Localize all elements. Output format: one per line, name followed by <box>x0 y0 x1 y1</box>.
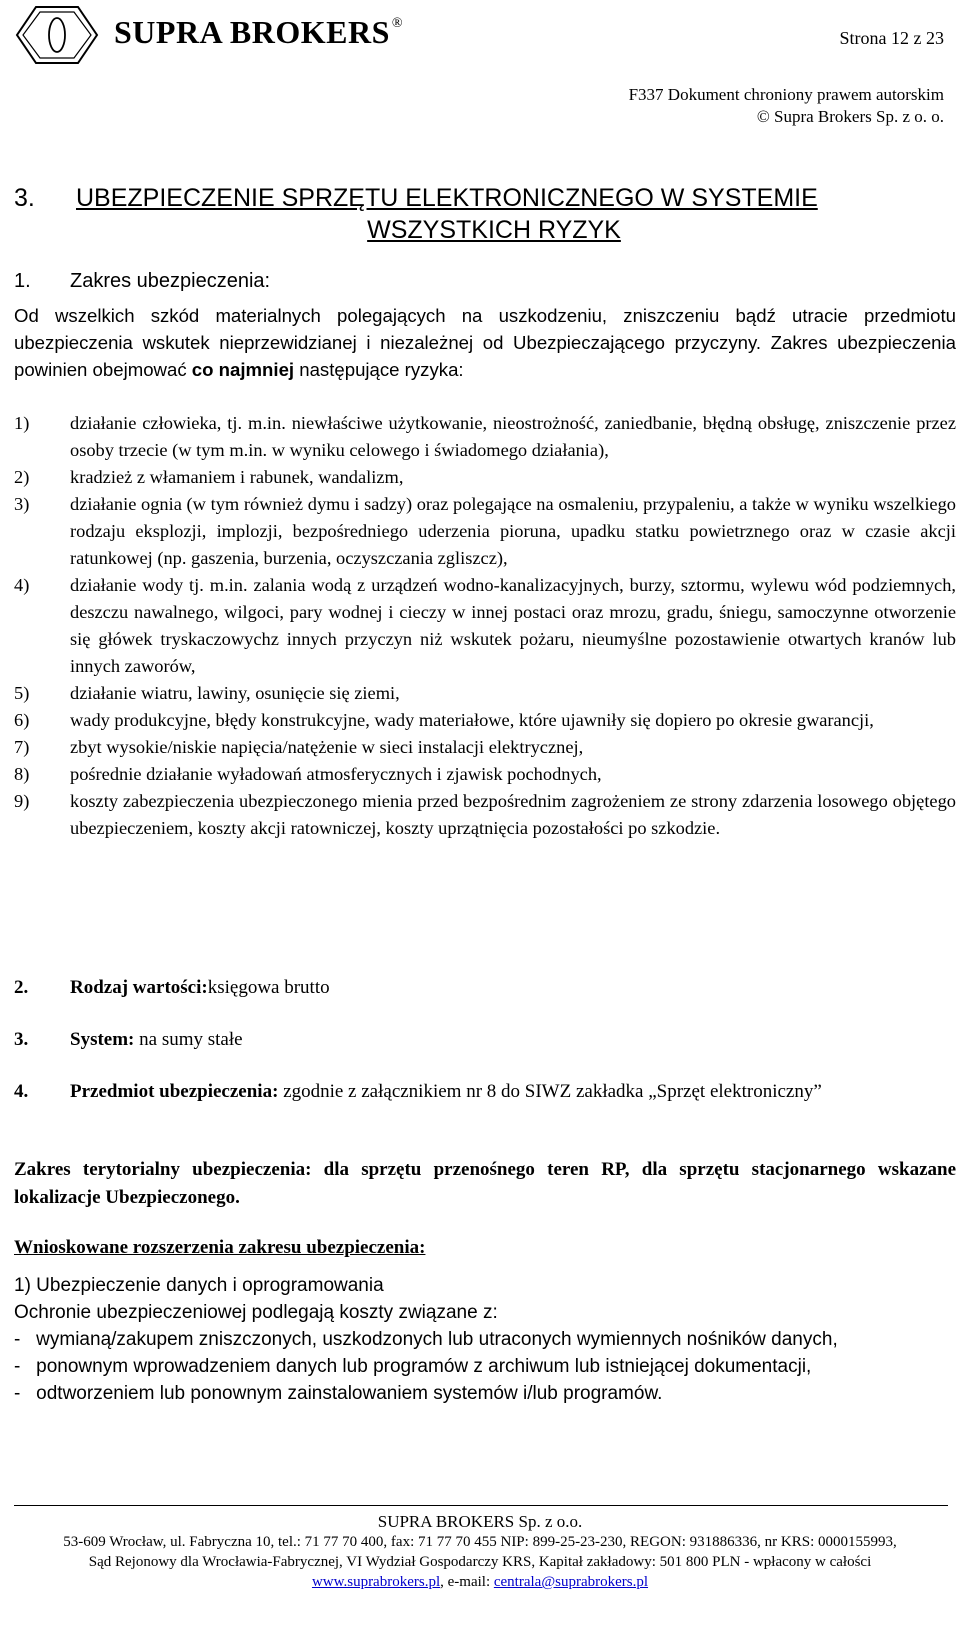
brand-name: SUPRA BROKERS ® <box>114 14 404 50</box>
risk-text: pośrednie działanie wyładowań atmosferycznych i zjawisk pochodnych, <box>70 764 602 784</box>
risk-item <box>14 707 956 734</box>
section-title-line1: UBEZPIECZENIE SPRZĘTU ELEKTRONICZNEGO W SYSTEMIE <box>76 184 818 212</box>
risk-text: wady produkcyjne, błędy konstrukcyjne, wady materiałowe, które ujawniły się dopiero po okresie gwarancji, <box>70 710 874 730</box>
footer-divider <box>14 1505 948 1506</box>
subject-line: 4. Przedmiot ubezpieczenia: zgodnie z załącznikiem nr 8 do SIWZ zakładka „Sprzęt elektroniczny” <box>14 1081 822 1102</box>
risk-number: 9) <box>14 791 30 811</box>
email-link[interactable]: centrala@suprabrokers.pl <box>493 1574 649 1590</box>
supra-brokers-logo-icon <box>14 4 100 66</box>
risk-number: 8) <box>14 764 30 784</box>
extension-bullet: - ponownym wprowadzeniem danych lub programów z archiwum lub istniejącej dokumentacji, <box>14 1356 812 1377</box>
risk-item <box>14 788 956 842</box>
risk-number: 6) <box>14 710 30 730</box>
copyright-line: © Supra Brokers Sp. z o. o. <box>756 107 944 126</box>
risk-item <box>14 464 956 491</box>
footer-court: Sąd Rejonowy dla Wrocławia-Fabrycznej, VI Wydział Gospodarczy KRS, Kapitał zakładowy: 501 800 PLN - wpłacony w całości <box>88 1554 872 1570</box>
section-title-line2: WSZYSTKICH RYZYK <box>367 216 621 244</box>
footer-address: 53-609 Wrocław, ul. Fabryczna 10, tel.: 71 77 70 400, fax: 71 77 70 455 NIP: 899-25-23-230, REGON: 931886336, nr KRS: 0000155993, <box>63 1534 897 1550</box>
extension-item-data: 1) Ubezpieczenie danych i oprogramowania <box>14 1275 384 1296</box>
section-number: 3. <box>14 184 35 212</box>
copyright-block <box>629 84 944 128</box>
extension-bullet: - odtworzeniem lub ponownym zainstalowaniem systemów i/lub programów. <box>14 1383 663 1404</box>
risk-text: działanie ognia (w tym również dymu i sadzy) oraz polegające na osmaleniu, przypaleniu, a także w wyniku wszelkiego rodzaju eksplozji, implozji, bezpośredniego uderzenia pioruna, upadku statku powietrznego oraz w czasie akcji ratunkowej (np. gaszenia, burzenia, oczyszczania zgliszcz), <box>70 494 956 568</box>
risk-text: koszty zabezpieczenia ubezpieczonego mienia przed bezpośrednim zagrożeniem ze strony zdarzenia losowego objętego ubezpieczeniem, koszty akcji ratowniczej, koszty uprzątnięcia pozostałości po szkodzie. <box>70 791 956 838</box>
risk-text: działanie człowieka, tj. m.in. niewłaściwe użytkowanie, nieostrożność, zaniedbanie, błędną obsługę, zniszczenie przez osoby trzecie (w tym m.in. w wyniku celowego i świadomego działania), <box>70 413 956 460</box>
footer-contacts: www.suprabrokers.pl, e-mail: centrala@suprabrokers.pl <box>311 1574 649 1590</box>
risk-text: zbyt wysokie/niskie napięcia/natężenie w sieci instalacji elektrycznej, <box>70 737 584 757</box>
extensions-heading: Wnioskowane rozszerzenia zakresu ubezpieczenia: <box>14 1237 426 1258</box>
page-number: Strona 12 z 23 <box>839 28 944 48</box>
risk-item <box>14 410 956 464</box>
risk-text: działanie wody tj. m.in. zalania wodą z urządzeń wodno-kanalizacyjnych, burzy, sztormu, wylewu wód podziemnych, deszczu nawalnego, wilgoci, pary wodnej i cieczy w innej postaci oraz mrozu, gradu, śniegu, samoczynne otworzenie się główek tryskaczowychz innych przyczyn niż wskutek pożaru, nieumyślne pozostawienie otwartych kranów lub innych zaworów, <box>70 575 956 676</box>
scope-heading: 1. Zakres ubezpieczenia: <box>14 270 271 292</box>
risk-item <box>14 680 956 707</box>
website-link[interactable]: www.suprabrokers.pl <box>311 1574 441 1590</box>
extension-bullet: - wymianą/zakupem zniszczonych, uszkodzonych lub utraconych wymiennych nośników danych, <box>14 1329 838 1350</box>
risk-number: 7) <box>14 737 30 757</box>
risk-item <box>14 572 956 680</box>
footer <box>0 1512 960 1592</box>
territory-scope: Zakres terytorialny ubezpieczenia: dla sprzętu przenośnego teren RP, dla sprzętu stacjonarnego wskazane lokalizacje Ubezpieczonego. <box>14 1159 956 1208</box>
doc-id: F337 Dokument chroniony prawem autorskim <box>628 85 944 104</box>
risk-number: 3) <box>14 494 30 514</box>
risk-item <box>14 734 956 761</box>
system-line: 3. System: na sumy stałe <box>14 1029 243 1050</box>
risk-text: działanie wiatru, lawiny, osunięcie się ziemi, <box>70 683 400 703</box>
risk-number: 2) <box>14 467 30 487</box>
risk-number: 5) <box>14 683 30 703</box>
risk-text: kradzież z włamaniem i rabunek, wandalizm, <box>70 467 404 487</box>
value-type-line: 2. Rodzaj wartości:księgowa brutto <box>14 977 330 998</box>
registered-mark: ® <box>391 16 404 31</box>
extensions-block <box>14 1272 956 1407</box>
scope-intro: Od wszelkich szkód materialnych polegających na uszkodzeniu, zniszczeniu bądź utracie przedmiotu ubezpieczenia wskutek nieprzewidzianej i niezależnej od Ubezpieczającego przyczyny. Zakres ubezpieczenia powinien obejmować co najmniej następujące ryzyka: <box>14 305 956 380</box>
footer-company: SUPRA BROKERS Sp. z o.o. <box>377 1512 583 1531</box>
scope-emphasis: co najmniej <box>191 359 295 380</box>
risk-list <box>14 410 956 842</box>
risk-item <box>14 761 956 788</box>
extension-intro: Ochronie ubezpieczeniowej podlegają koszty związane z: <box>14 1302 498 1323</box>
risk-number: 4) <box>14 575 30 595</box>
risk-number: 1) <box>14 413 30 433</box>
risk-item <box>14 491 956 572</box>
